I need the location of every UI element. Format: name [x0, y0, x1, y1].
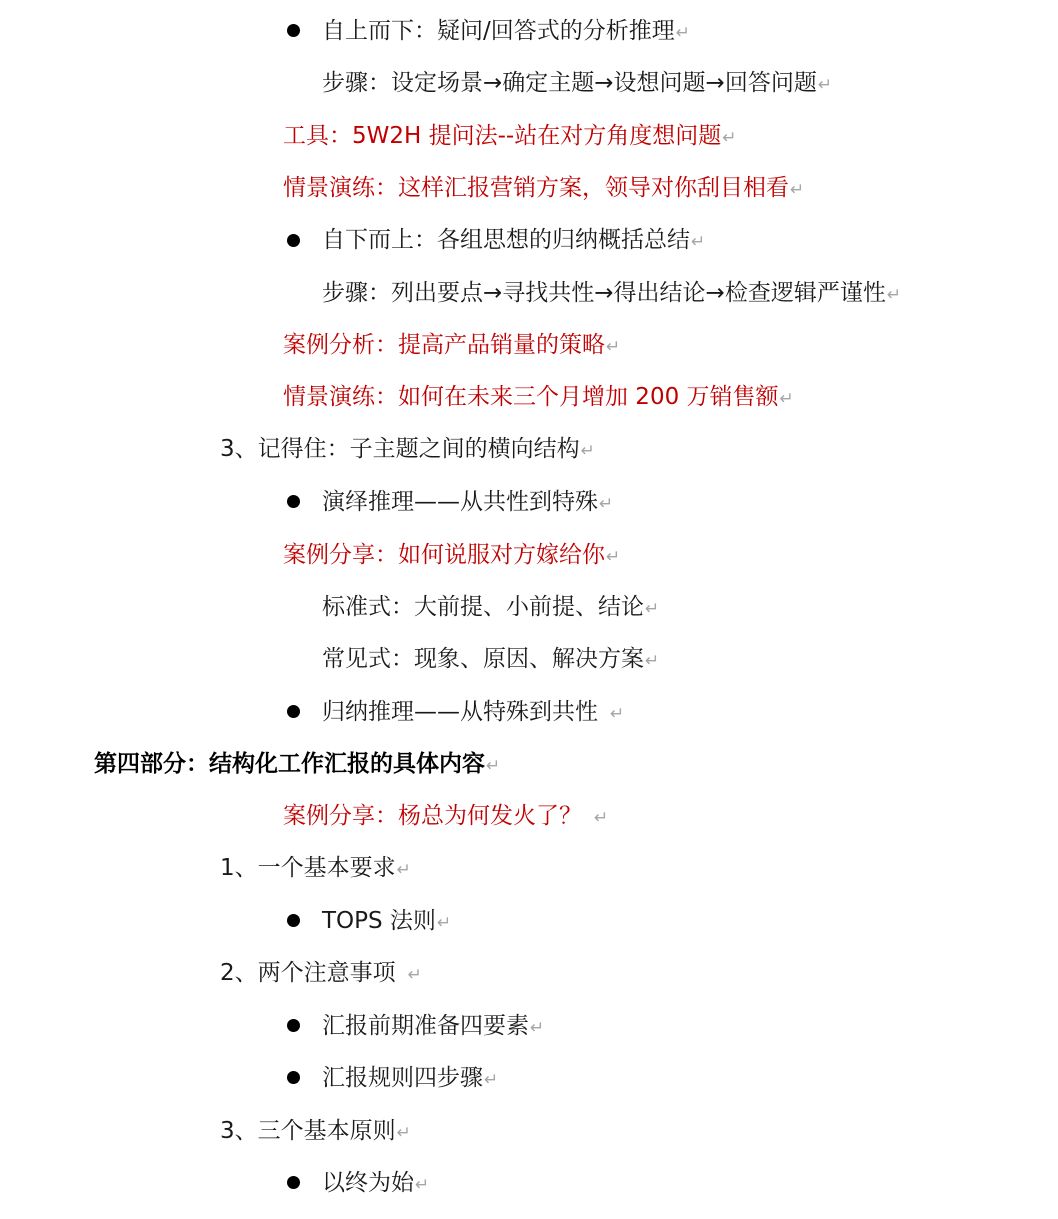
line-text: 2、两个注意事项	[220, 960, 396, 986]
section-basic-requirement	[220, 842, 411, 894]
list-item-rules	[322, 1052, 498, 1104]
paragraph-mark-icon: ↵	[790, 180, 805, 200]
paragraph-mark-icon: ↵	[779, 389, 794, 409]
line-text: 常见式：现象、原因、解决方案	[322, 646, 644, 672]
line-text: 案例分享：如何说服对方嫁给你	[283, 542, 605, 568]
line-text: 自下而上：各组思想的归纳概括总结	[322, 227, 690, 253]
line-text: 案例分析：提高产品销量的策略	[283, 332, 605, 358]
bullet-icon	[287, 24, 300, 37]
paragraph-mark-icon: ↵	[580, 441, 595, 461]
paragraph-mark-icon: ↵	[599, 494, 614, 514]
steps-top-down	[322, 57, 832, 109]
paragraph-mark-icon: ↵	[606, 547, 621, 567]
line-text: 归纳推理——从特殊到共性	[322, 699, 598, 725]
line-text: 案例分享：杨总为何发火了？	[283, 803, 582, 829]
line-text: 步骤：设定场景→确定主题→设想问题→回答问题	[322, 70, 817, 96]
bullet-icon	[287, 914, 300, 927]
line-text: 步骤：列出要点→寻找共性→得出结论→检查逻辑严谨性	[322, 280, 886, 306]
paragraph-mark-icon: ↵	[396, 1123, 411, 1143]
scenario-sales-growth	[283, 371, 794, 423]
heading-text: 第四部分：结构化工作汇报的具体内容	[94, 751, 485, 777]
case-share-persuade	[283, 529, 620, 581]
paragraph-mark-icon: ↵	[606, 337, 621, 357]
list-item-induction	[322, 686, 624, 738]
tool-5w2h	[283, 110, 736, 162]
paragraph-mark-icon: ↵	[645, 599, 660, 619]
section-memorable	[220, 423, 595, 475]
bullet-icon	[287, 705, 300, 718]
scenario-marketing-plan	[283, 162, 804, 214]
paragraph-mark-icon: ↵	[645, 651, 660, 671]
bullet-icon	[287, 495, 300, 508]
steps-bottom-up	[322, 267, 901, 319]
bullet-icon	[287, 1071, 300, 1084]
paragraph-mark-icon: ↵	[407, 965, 422, 985]
line-text: 标准式：大前提、小前提、结论	[322, 594, 644, 620]
bullet-icon	[287, 1176, 300, 1189]
section-two-notes	[220, 947, 422, 999]
standard-form	[322, 581, 659, 633]
line-text: 1、一个基本要求	[220, 855, 396, 881]
paragraph-mark-icon: ↵	[675, 23, 690, 43]
paragraph-mark-icon: ↵	[817, 75, 833, 95]
list-item-end-in-mind	[322, 1157, 429, 1209]
paragraph-mark-icon: ↵	[484, 1070, 499, 1090]
case-analysis-sales	[283, 319, 620, 371]
line-text: 演绎推理——从共性到特殊	[322, 489, 598, 515]
list-item-bottom-up	[322, 214, 705, 266]
list-item-tops	[322, 895, 451, 947]
paragraph-mark-icon: ↵	[415, 1175, 430, 1195]
section-three-principles	[220, 1105, 411, 1157]
paragraph-mark-icon: ↵	[486, 756, 501, 776]
line-text: 3、记得住：子主题之间的横向结构	[220, 436, 580, 462]
paragraph-mark-icon: ↵	[722, 128, 737, 148]
paragraph-mark-icon: ↵	[530, 1018, 545, 1038]
paragraph-mark-icon: ↵	[436, 913, 452, 933]
line-text: TOPS 法则	[322, 908, 436, 934]
line-text: 汇报规则四步骤	[322, 1065, 483, 1091]
paragraph-mark-icon: ↵	[610, 704, 625, 724]
line-text: 3、三个基本原则	[220, 1118, 396, 1144]
line-text: 情景演练：这样汇报营销方案，领导对你刮目相看	[283, 175, 789, 201]
line-text: 自上而下：疑问/回答式的分析推理	[322, 18, 675, 44]
common-form	[322, 633, 659, 685]
paragraph-mark-icon: ↵	[594, 808, 609, 828]
line-text: 情景演练：如何在未来三个月增加 200 万销售额	[283, 384, 779, 410]
paragraph-mark-icon: ↵	[396, 860, 411, 880]
bullet-icon	[287, 1019, 300, 1032]
paragraph-mark-icon: ↵	[691, 232, 706, 252]
part-four-heading	[94, 738, 500, 790]
bullet-icon	[287, 234, 300, 247]
line-text: 汇报前期准备四要素	[322, 1013, 529, 1039]
line-text: 以终为始	[322, 1170, 414, 1196]
list-item-deduction	[322, 476, 613, 528]
line-text: 工具：5W2H 提问法--站在对方角度想问题	[283, 123, 722, 149]
list-item-top-down	[322, 5, 690, 57]
paragraph-mark-icon: ↵	[886, 285, 902, 305]
case-share-angry	[283, 790, 608, 842]
list-item-preparation	[322, 1000, 544, 1052]
